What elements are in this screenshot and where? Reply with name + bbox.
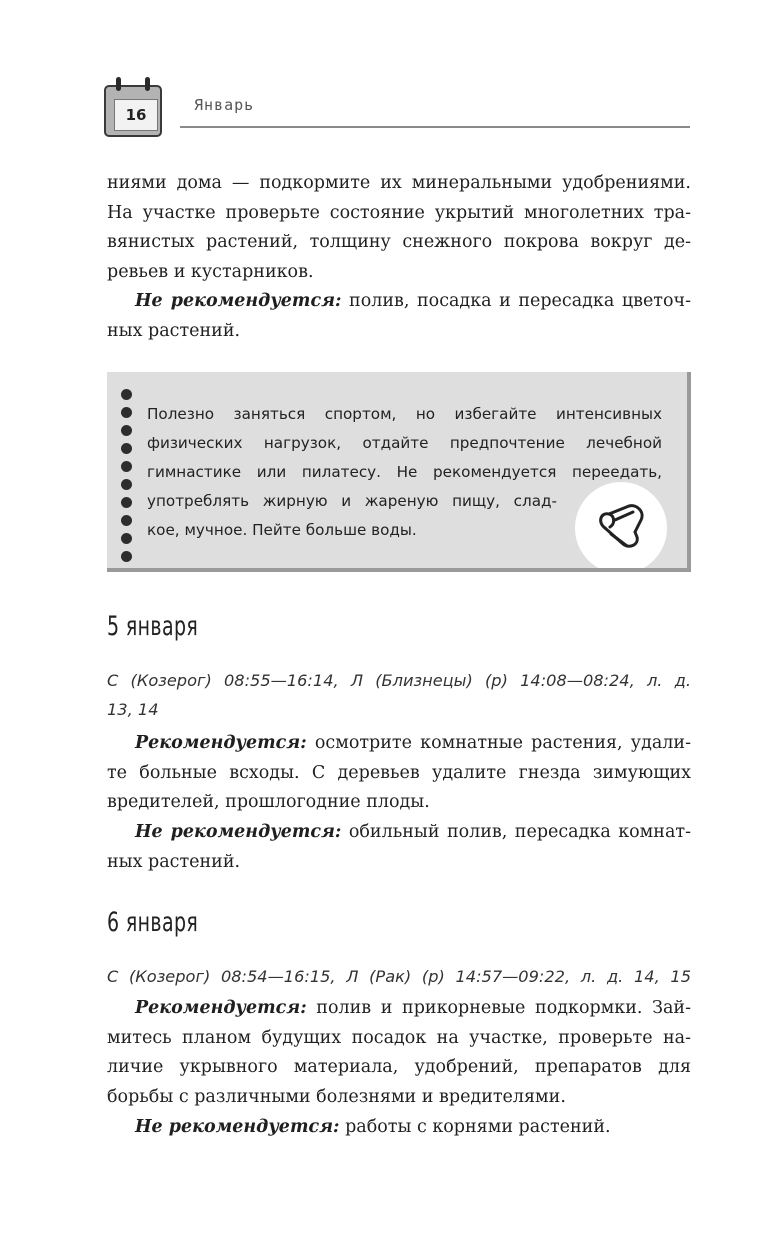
calendar-icon	[104, 77, 166, 139]
header-divider	[180, 126, 690, 128]
page-number: 16	[114, 99, 158, 131]
text-line: С (Козерог) 08:55—16:14, Л (Близнецы) (р) 14:08—08:24, л. д.	[107, 671, 691, 690]
day-5-title: 5 января	[107, 611, 199, 642]
text-span: осмотрите комнатные растения, удали-	[306, 733, 691, 753]
bullet-dot	[121, 407, 132, 418]
text-line: те больные всходы. С деревьев удалите гнезда зимующих	[107, 762, 691, 783]
not-recommended-label: Не рекомендуется:	[135, 291, 342, 311]
text-line: ревьев и кустарников.	[107, 261, 314, 282]
text-line	[107, 287, 691, 317]
text-line: борьбы с различными болезнями и вредителями.	[107, 1086, 566, 1107]
bullet-dot	[121, 515, 132, 526]
tip-line: Полезно заняться спортом, но избегайте интенсивных	[147, 405, 662, 423]
tip-box	[107, 372, 691, 572]
tip-line: употреблять жирную и жареную пищу, слад-	[147, 492, 557, 510]
text-line: вянистых растений, толщину снежного покрова вокруг де-	[107, 232, 691, 252]
text-line: 13, 14	[107, 700, 159, 719]
not-recommended-label: Не рекомендуется:	[135, 1117, 340, 1137]
day-6-title: 6 января	[107, 907, 199, 938]
recommended-label: Рекомендуется:	[135, 998, 307, 1018]
tip-line: гимнастике или пилатесу. Не рекомендуется переедать,	[147, 463, 662, 481]
intro-not-recommended	[107, 287, 691, 346]
text-span: полив и прикорневые подкормки. Зай-	[306, 998, 691, 1018]
calendar-body	[104, 85, 162, 137]
text-line	[107, 729, 691, 759]
text-line: вредителей, прошлогодние плоды.	[107, 792, 430, 812]
bullet-dot	[121, 551, 132, 562]
bullet-dot	[121, 497, 132, 508]
tip-line: физических нагрузок, отдайте предпочтение лечебной	[147, 434, 662, 452]
bullet-dot	[121, 461, 132, 472]
day-6-astro	[107, 962, 691, 991]
day-5-astro	[107, 666, 691, 724]
recommended-label: Рекомендуется:	[135, 733, 307, 753]
running-header: Январь	[194, 96, 255, 114]
day-6-recommended	[107, 994, 691, 1112]
text-span: полив, посадка и пересадка цветоч-	[341, 291, 691, 311]
calendar-ring-icon	[116, 77, 121, 91]
day-5-not-recommended	[107, 818, 691, 877]
text-line: С (Козерог) 08:54—16:15, Л (Рак) (р) 14:57—09:22, л. д. 14, 15	[107, 967, 691, 986]
bullet-dot	[121, 443, 132, 454]
yoga-mat-icon	[575, 482, 667, 572]
text-span: обильный полив, пересадка комнат-	[341, 822, 691, 842]
text-line	[107, 818, 691, 848]
day-6-not-recommended	[107, 1113, 691, 1143]
day-5-recommended	[107, 729, 691, 818]
text-line	[107, 1113, 691, 1143]
text-line	[107, 994, 691, 1024]
text-line: ных растений.	[107, 320, 241, 341]
calendar-ring-icon	[145, 77, 150, 91]
text-line: ниями дома — подкормите их минеральными удобрениями.	[107, 173, 691, 193]
bullet-dot	[121, 479, 132, 490]
text-line: На участке проверьте состояние укрытий многолетних тра-	[107, 202, 691, 223]
bullet-dot	[121, 389, 132, 400]
bullet-dot	[121, 533, 132, 544]
not-recommended-label: Не рекомендуется:	[135, 822, 342, 842]
text-line: личие укрывного материала, удобрений, препаратов для	[107, 1057, 691, 1077]
bullet-dot	[121, 425, 132, 436]
text-line: ных растений.	[107, 851, 241, 872]
tip-line: кое, мучное. Пейте больше воды.	[147, 521, 417, 539]
intro-paragraph	[107, 169, 691, 287]
text-span: работы с корнями растений.	[339, 1117, 611, 1137]
text-line: митесь планом будущих посадок на участке, проверьте на-	[107, 1027, 691, 1048]
